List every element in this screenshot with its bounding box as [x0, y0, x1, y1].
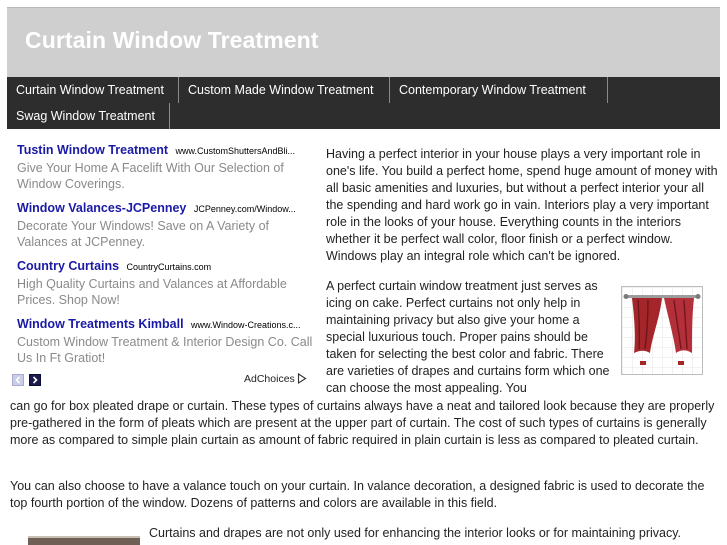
ad-url[interactable]: www.Window-Creations.c... [191, 320, 301, 330]
article-paragraph: Having a perfect interior in your house plays a very important role in one's life. You build a perfect home, spend huge amount of money with all basic amenities and luxuries, but without a perfect interior your all the spending and hard work go in vain. Interiors play a very important role in the looks of your house. Everything counts in the interiors whether it be perfect wall color, floor finish or a perfect window. Windows play an integral role which can't be ignored. [326, 147, 718, 263]
ad-prev-button[interactable] [12, 374, 24, 386]
ad-url[interactable]: JCPenney.com/Window... [193, 204, 296, 214]
site-header [7, 7, 720, 78]
ad-next-button[interactable] [29, 374, 41, 386]
ad-item [17, 200, 313, 250]
curtain-image [621, 286, 703, 375]
ad-title[interactable]: Window Valances-JCPenney [17, 201, 187, 215]
interior-thumbnail-image [28, 536, 140, 545]
ad-item [17, 258, 313, 308]
nav-item-curtain-window-treatment[interactable]: Curtain Window Treatment [7, 77, 179, 103]
main-nav [7, 77, 720, 129]
adchoices-icon [297, 373, 307, 384]
curtain-illustration [622, 287, 702, 374]
article-paragraph: can go for box pleated drape or curtain. These types of curtains always have a neat and tailored look because they are properly pre-gathered in the form of pleats which are present at the upper part of curtain. The cost of such types of curtains is generally more as compared to simple plain curtain as amount of fabric required in plain curtain is less as compared to pleated curtain. [10, 399, 715, 447]
article-paragraph: Curtains and drapes are not only used for enhancing the interior looks or for maintaining privacy. [149, 526, 682, 540]
site-title[interactable]: Curtain Window Treatment [25, 27, 319, 53]
article-paragraph: You can also choose to have a valance touch on your curtain. In valance decoration, a designed fabric is used to decorate the top fourth portion of the window. Dozens of patterns and colors are available in this field. [10, 479, 705, 510]
ad-description: Give Your Home A Facelift With Our Selection of Window Coverings. [17, 161, 284, 191]
page-top-edge [0, 0, 727, 7]
adchoices-link[interactable] [244, 373, 307, 385]
ad-url[interactable]: www.CustomShuttersAndBli... [175, 146, 296, 156]
nav-item-swag-window-treatment[interactable]: Swag Window Treatment [7, 103, 170, 129]
ad-title[interactable]: Window Treatments Kimball [17, 317, 184, 331]
ad-description: Decorate Your Windows! Save on A Variety of Valances at JCPenney. [17, 219, 269, 249]
ad-description: High Quality Curtains and Valances at Affordable Prices. Shop Now! [17, 277, 287, 307]
chevron-right-icon [30, 375, 40, 385]
ad-title[interactable]: Tustin Window Treatment [17, 143, 169, 157]
ad-url[interactable]: CountryCurtains.com [126, 262, 212, 272]
nav-item-contemporary-window-treatment[interactable]: Contemporary Window Treatment [390, 77, 608, 103]
ad-item [17, 142, 313, 192]
ad-description: Custom Window Treatment & Interior Design Co. Call Us In Ft Gratiot! [17, 335, 313, 365]
article-paragraph: A perfect curtain window treatment just serves as icing on cake. Perfect curtains not only help in maintaining privacy but also give your home a special luxurious touch. Proper pains should be taken for selecting the best color and fabric. There are varieties of drapes and curtains form which one can choose the most appealing. You [326, 279, 610, 395]
adchoices-label: AdChoices [244, 373, 295, 385]
ad-title[interactable]: Country Curtains [17, 259, 120, 273]
chevron-left-icon [13, 375, 23, 385]
ad-item [17, 316, 313, 366]
nav-item-custom-made-window-treatment[interactable]: Custom Made Window Treatment [179, 77, 390, 103]
